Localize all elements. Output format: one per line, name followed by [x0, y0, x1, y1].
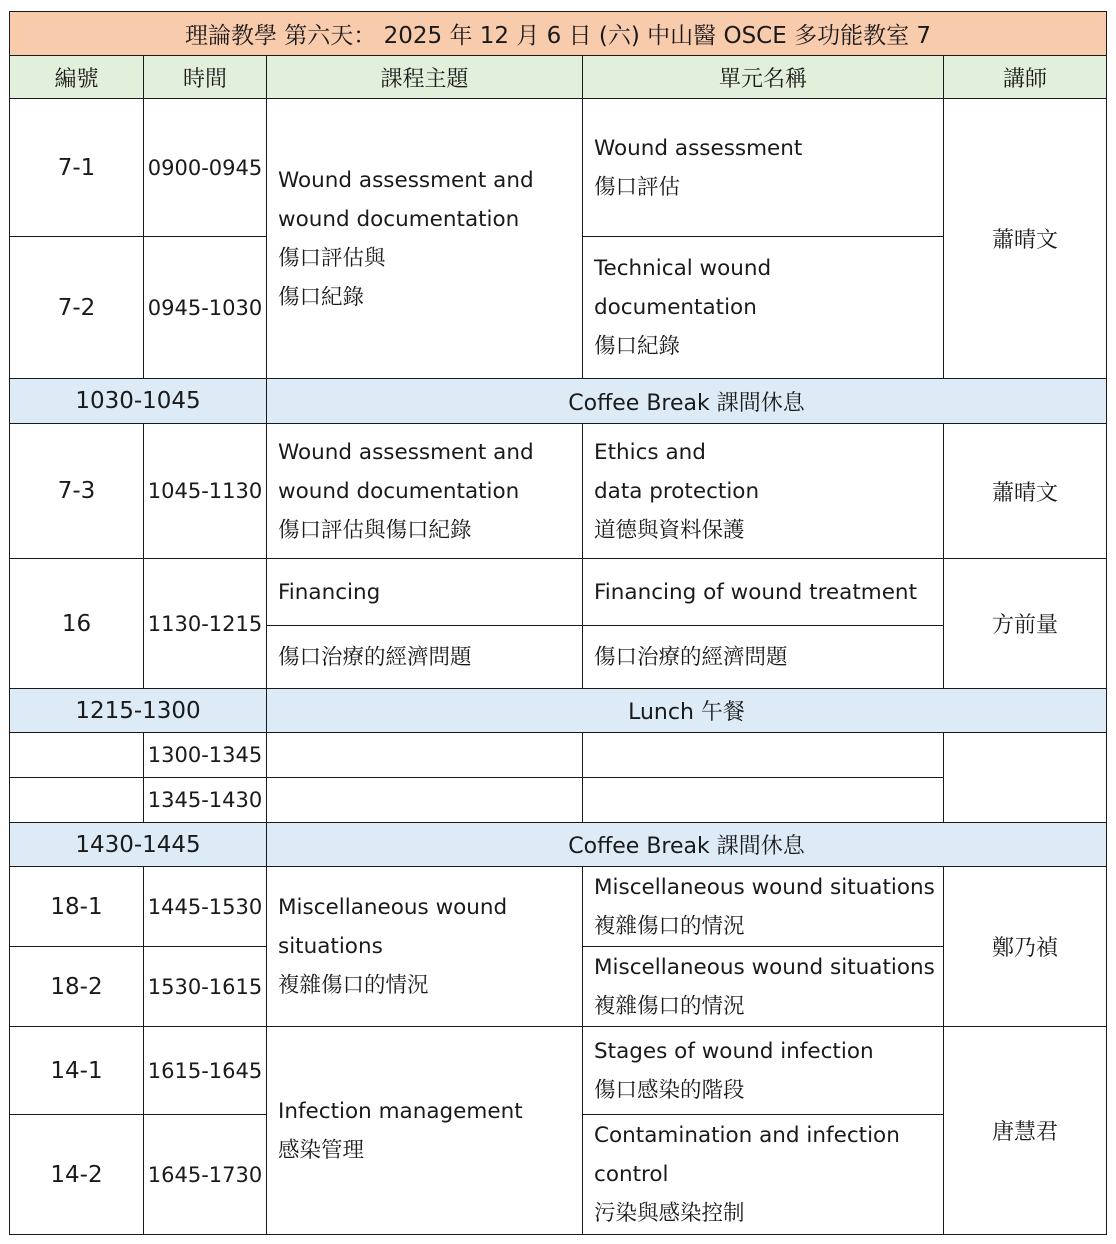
unit-name-en: Stages of wound infection [594, 1038, 874, 1064]
session-code: 7-3 [10, 424, 144, 559]
session-time: 1645-1730 [144, 1115, 267, 1235]
session-code [10, 778, 144, 823]
unit-name-en: Miscellaneous wound situations [594, 954, 935, 980]
unit-name-zh: 道德與資料保護 [594, 517, 745, 543]
session-time: 1445-1530 [144, 867, 267, 947]
unit-name [583, 733, 944, 778]
unit-name-zh: 傷口治療的經濟問題 [583, 626, 944, 689]
title-row [10, 12, 1107, 56]
unit-name-zh: 傷口評估 [594, 174, 681, 200]
unit-name-zh: 傷口感染的階段 [594, 1077, 745, 1103]
course-topic-en: Wound assessment and [278, 167, 534, 193]
course-topic-en: Financing [267, 559, 583, 626]
course-topic [267, 99, 583, 379]
unit-name [583, 99, 944, 237]
session-time: 1045-1130 [144, 424, 267, 559]
break-label: Lunch 午餐 [267, 689, 1107, 733]
course-topic-en: wound documentation [278, 206, 520, 232]
schedule-table [9, 11, 1107, 1235]
course-topic-zh: 複雜傷口的情況 [278, 973, 429, 998]
header-time: 時間 [144, 56, 267, 99]
course-topic [267, 424, 583, 559]
session-time: 1300-1345 [144, 733, 267, 778]
unit-name-zh: 複雜傷口的情況 [594, 913, 745, 939]
unit-name-en: Miscellaneous wound situations [594, 874, 935, 900]
break-time: 1430-1445 [10, 823, 267, 867]
instructor: 鄭乃禎 [944, 867, 1107, 1027]
course-topic [267, 867, 583, 1027]
session-time: 0900-0945 [144, 99, 267, 237]
course-topic [267, 733, 583, 778]
course-topic-zh: 傷口評估與傷口紀錄 [278, 517, 472, 543]
course-topic-en: situations [278, 934, 383, 959]
course-topic-zh: 傷口紀錄 [278, 284, 365, 310]
table-row [10, 733, 1107, 778]
header-instructor: 講師 [944, 56, 1107, 99]
instructor [944, 733, 1107, 823]
instructor: 蕭晴文 [944, 424, 1107, 559]
unit-name-en: Technical wound [594, 256, 772, 281]
unit-name [583, 867, 944, 947]
course-topic-en: Infection management [278, 1098, 523, 1124]
course-topic-en: wound documentation [278, 478, 520, 504]
instructor: 唐慧君 [944, 1027, 1107, 1235]
instructor: 蕭晴文 [944, 99, 1107, 379]
unit-name-zh: 污染與感染控制 [594, 1201, 745, 1226]
unit-name-en: documentation [594, 295, 757, 320]
session-time: 1615-1645 [144, 1027, 267, 1115]
table-row [10, 424, 1107, 559]
course-topic-zh: 傷口評估與 [278, 245, 386, 271]
unit-name-en: Ethics and [594, 439, 706, 465]
unit-name [583, 947, 944, 1027]
session-code: 18-2 [10, 947, 144, 1027]
table-row [10, 867, 1107, 947]
session-code: 14-2 [10, 1115, 144, 1235]
break-row [10, 689, 1107, 733]
session-time: 1345-1430 [144, 778, 267, 823]
table-row [10, 778, 1107, 823]
table-row [10, 1027, 1107, 1115]
unit-name-zh: 複雜傷口的情況 [594, 993, 745, 1019]
unit-name-zh: 傷口紀錄 [594, 334, 681, 359]
session-code: 7-2 [10, 237, 144, 379]
session-code: 16 [10, 559, 144, 689]
session-time: 1130-1215 [144, 559, 267, 689]
unit-name-en: data protection [594, 478, 760, 504]
unit-name [583, 778, 944, 823]
break-label: Coffee Break 課間休息 [267, 823, 1107, 867]
session-time: 0945-1030 [144, 237, 267, 379]
header-unit: 單元名稱 [583, 56, 944, 99]
session-code: 18-1 [10, 867, 144, 947]
unit-name [583, 1115, 944, 1235]
course-topic-zh: 傷口治療的經濟問題 [267, 626, 583, 689]
break-time: 1215-1300 [10, 689, 267, 733]
unit-name [583, 424, 944, 559]
course-topic-en: Miscellaneous wound [278, 895, 508, 920]
unit-name-en: Wound assessment [594, 135, 803, 161]
unit-name [583, 237, 944, 379]
course-topic-zh: 感染管理 [278, 1137, 365, 1163]
header-row [10, 56, 1107, 99]
header-course: 課程主題 [267, 56, 583, 99]
break-time: 1030-1045 [10, 379, 267, 424]
session-time: 1530-1615 [144, 947, 267, 1027]
break-label: Coffee Break 課間休息 [267, 379, 1107, 424]
table-row [10, 559, 1107, 626]
session-code: 7-1 [10, 99, 144, 237]
course-topic [267, 778, 583, 823]
course-topic-en: Wound assessment and [278, 439, 534, 465]
unit-name-en: control [594, 1162, 669, 1187]
unit-name [583, 1027, 944, 1115]
session-code: 14-1 [10, 1027, 144, 1115]
break-row [10, 379, 1107, 424]
header-code: 編號 [10, 56, 144, 99]
unit-name-en: Financing of wound treatment [583, 559, 944, 626]
break-row [10, 823, 1107, 867]
session-code [10, 733, 144, 778]
schedule-title: 理論教學 第六天： 2025 年 12 月 6 日 (六) 中山醫 OSCE 多功能教室 7 [10, 12, 1107, 56]
unit-name-en: Contamination and infection [594, 1123, 900, 1148]
course-topic [267, 1027, 583, 1235]
instructor: 方前量 [944, 559, 1107, 689]
table-row [10, 99, 1107, 237]
